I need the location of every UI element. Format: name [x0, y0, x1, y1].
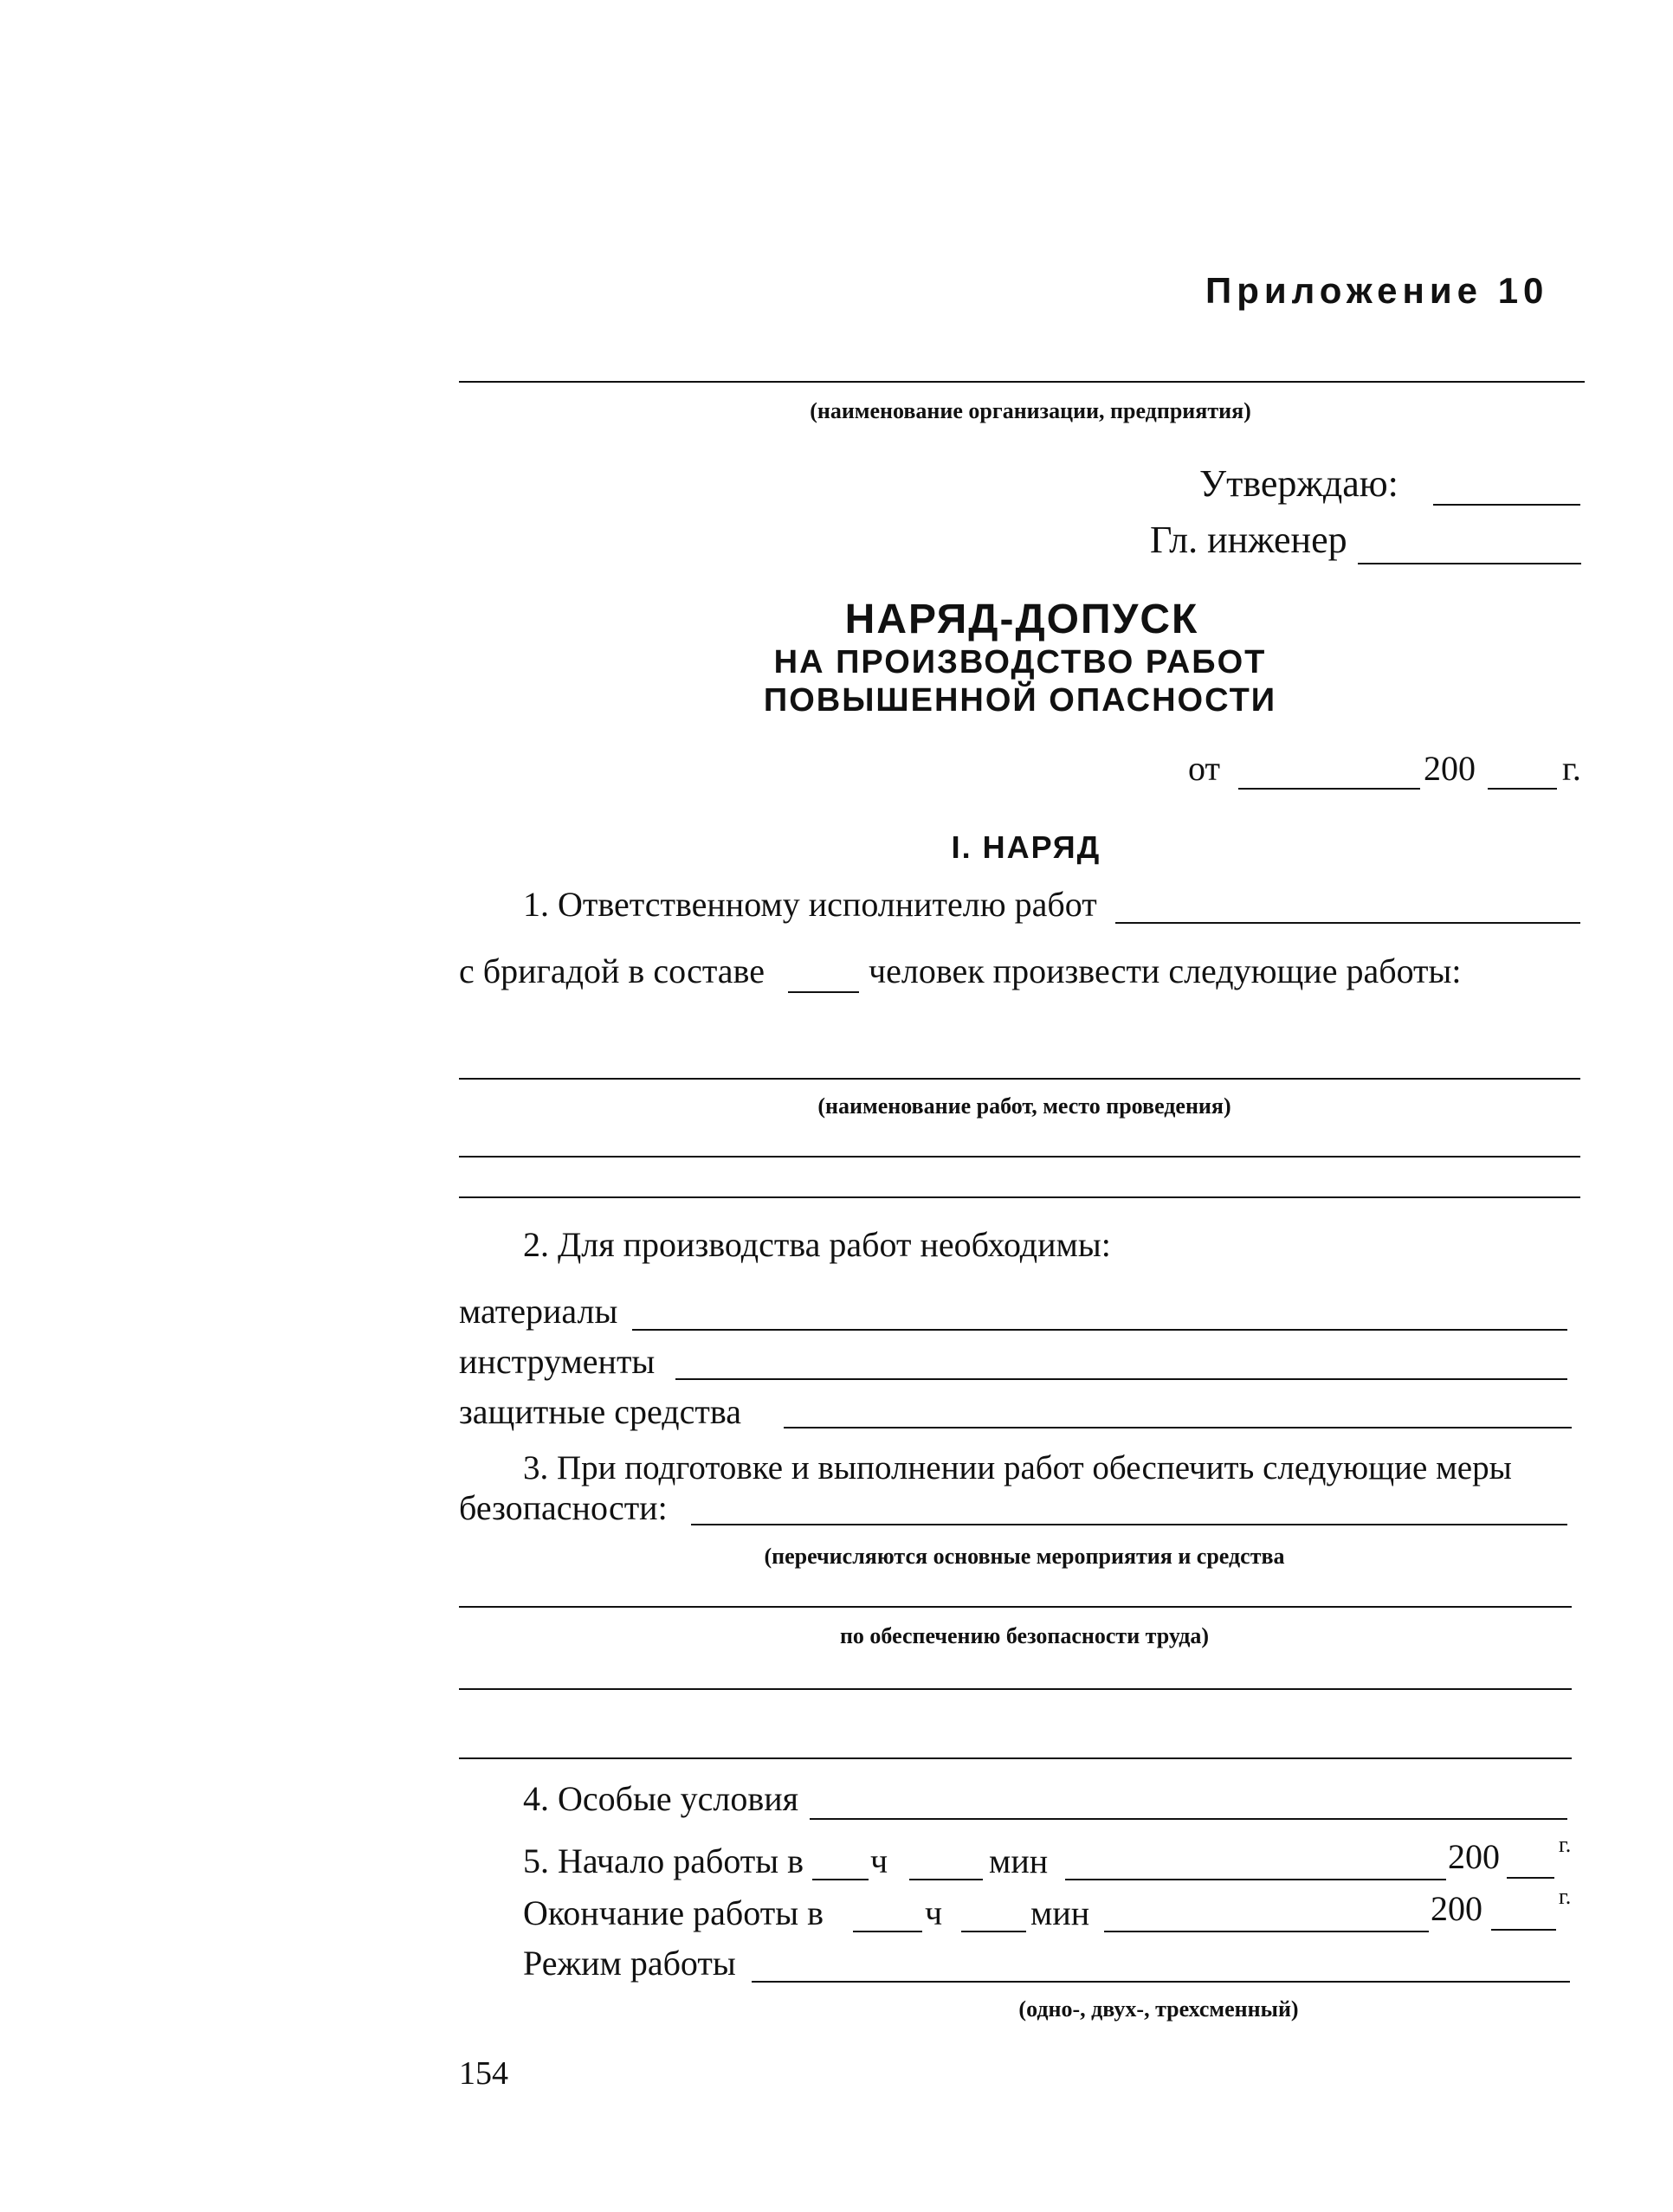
end-hours-unit: ч	[925, 1893, 943, 1932]
brigade-size-field[interactable]	[788, 991, 859, 993]
responsible-executor-field[interactable]	[1115, 922, 1580, 924]
safety-measures-field-1[interactable]	[691, 1524, 1567, 1525]
item3-line2: безопасности:	[459, 1488, 668, 1527]
end-year-suffix: г.	[1559, 1884, 1572, 1909]
work-mode-caption: (одно-, двух-, трехсменный)	[1018, 1996, 1299, 2022]
document-subtitle-1: НА ПРОИЗВОДСТВО РАБОТ	[773, 644, 1267, 680]
brigade-tail-label: человек произвести следующие работы:	[869, 951, 1462, 990]
start-year-prefix: 200	[1448, 1837, 1500, 1876]
item3-line1: 3. При подготовке и выполнении работ обеспечить следующие меры	[523, 1449, 1512, 1486]
safety-measures-field-4[interactable]	[459, 1757, 1572, 1759]
item2-label: 2. Для производства работ необходимы:	[523, 1225, 1111, 1264]
safety-caption-2: по обеспечению безопасности труда)	[839, 1623, 1210, 1648]
work-description-line-2[interactable]	[459, 1156, 1580, 1158]
page-number: 154	[459, 2055, 508, 2092]
start-year-field[interactable]	[1507, 1877, 1554, 1879]
tools-label: инструменты	[459, 1342, 656, 1381]
safety-measures-field-3[interactable]	[459, 1688, 1572, 1690]
start-year-suffix: г.	[1559, 1832, 1572, 1857]
start-work-label: 5. Начало работы в	[523, 1841, 804, 1880]
special-conditions-field[interactable]	[810, 1818, 1567, 1820]
date-year-suffix: г.	[1562, 751, 1581, 786]
end-hours-field[interactable]	[853, 1931, 922, 1932]
approve-signature-line[interactable]	[1433, 504, 1580, 506]
organization-caption: (наименование организации, предприятия)	[810, 398, 1251, 423]
date-from-label: от	[1188, 749, 1220, 788]
end-year-prefix: 200	[1431, 1889, 1482, 1928]
chief-engineer-signature-line[interactable]	[1358, 563, 1581, 564]
safety-measures-field-2[interactable]	[459, 1606, 1572, 1608]
protective-label: защитные средства	[459, 1392, 741, 1431]
safety-caption-1: (перечисляются основные мероприятия и средства	[764, 1544, 1285, 1569]
brigade-label: с бригадой в составе	[459, 951, 765, 990]
end-date-field[interactable]	[1104, 1931, 1429, 1932]
end-minutes-unit: мин	[1030, 1893, 1090, 1932]
appendix-label: Приложение 10	[1205, 270, 1549, 311]
start-minutes-unit: мин	[989, 1841, 1049, 1880]
work-description-line-3[interactable]	[459, 1196, 1580, 1198]
materials-field[interactable]	[632, 1329, 1567, 1331]
chief-engineer-label: Гл. инженер	[1150, 519, 1347, 561]
end-work-label: Окончание работы в	[523, 1893, 824, 1932]
tools-field[interactable]	[675, 1378, 1567, 1380]
start-date-field[interactable]	[1065, 1879, 1446, 1880]
approve-label: Утверждаю:	[1199, 462, 1398, 505]
date-year-prefix: 200	[1424, 749, 1476, 788]
materials-label: материалы	[459, 1292, 618, 1331]
work-description-caption: (наименование работ, место проведения)	[817, 1093, 1231, 1119]
document-title: НАРЯД-ДОПУСК	[844, 597, 1199, 642]
work-mode-label: Режим работы	[523, 1944, 736, 1983]
work-description-line-1[interactable]	[459, 1078, 1580, 1080]
start-hours-field[interactable]	[812, 1879, 869, 1880]
start-minutes-field[interactable]	[909, 1879, 983, 1880]
item4-label: 4. Особые условия	[523, 1779, 799, 1818]
date-year-field[interactable]	[1488, 788, 1557, 790]
document-subtitle-2: ПОВЫШЕННОЙ ОПАСНОСТИ	[763, 682, 1277, 719]
item1-responsible-label: 1. Ответственному исполнителю работ	[523, 885, 1097, 924]
end-year-field[interactable]	[1491, 1929, 1556, 1931]
start-hours-unit: ч	[870, 1841, 888, 1880]
date-day-month-field[interactable]	[1238, 788, 1420, 790]
section-title: I. НАРЯД	[951, 829, 1101, 865]
organization-line[interactable]	[459, 381, 1585, 383]
work-mode-field[interactable]	[752, 1981, 1570, 1983]
protective-field[interactable]	[784, 1427, 1572, 1428]
end-minutes-field[interactable]	[961, 1931, 1026, 1932]
